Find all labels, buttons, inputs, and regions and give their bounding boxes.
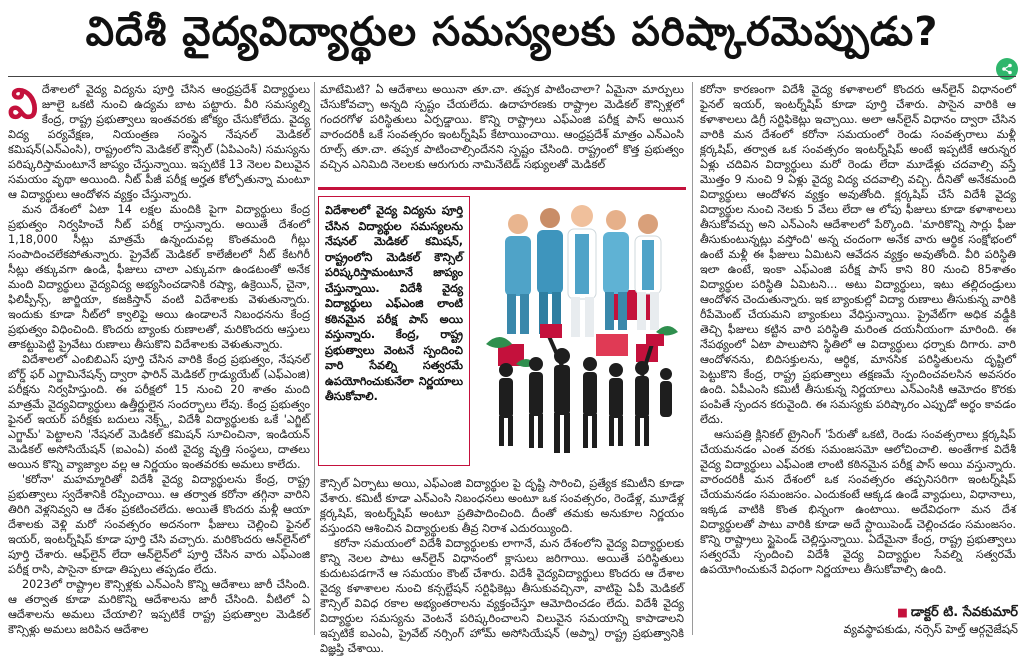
column-divider xyxy=(692,82,693,635)
col1-paragraph-text: దేశాలలో వైద్య విద్యను పూర్తి చేసిన ఆంధ్రప్రదేశ్ విద్యార్థులు జూలై ఒకటి నుంచి ఉద్యమ బాట పట్టారు. వీరి సమస్యల్ని కేంద్ర, రాష్ట్ర ప్రభుత్వాలు ఇంతవరకు జోక్యం చేసుకోలేదు. వైద్య విద్య పర్యవేక్షణ, నియంత్రణ సంస్థైన నేషనల్ మెడికల్ కమిషన్(ఎన్ఎంసి), రాష్ట్రంలోని మెడికల్ కౌన్సిల్ (ఏపిఎంసి) సమస్యను పరిష్కరిస్తామంటూనే జాప్యం చేస్తున్నాయి. ఇప్పటికే 13 నెలల విలువైన సమయం వృథా అయింది. నీట్ పీజీ పరీక్ష అర్హత కోల్పోతున్నా మంటూ ఆ విద్యార్థులు ఆందోళన వ్యక్తం చేస్తున్నారు. xyxy=(8,83,310,201)
doctors-protest-illustration xyxy=(476,194,686,470)
col2-paragraph: మాటేమిటి? ఏ ఆదేశాలు అయినా తూ.చా. తప్పక పాటించాలా? ఏమైనా మార్పులు చేసుకోవచ్చా అన్నది స్పష్టం చేయలేదు. ఉదాహరణకు రాష్ట్రాల మెడికల్ కౌన్సిళ్లలో గందరగోళ పరిస్థితులు ఏర్పడ్డాయి. కొన్ని రాష్ట్రాలు ఎఫ్ఎంజి పరీక్ష పాస్ అయిన వారందరికీ ఒకే సంవత్సరం ఇంటర్న్‌షిప్ కేటాయించాయి. ఆంధ్రప్రదేశ్ మాత్రం ఎన్ఎంసి రూల్స్ తూ.చా. తప్పక పాటించాల్సిందేనని స్పష్టం చేసింది. రాష్ట్రంలో కొత్త ప్రభుత్వం వచ్చిన ఎనిమిది నెలలకు ఆరుగురు నామినేటెడ్ సభ్యులతో మెడికల్ xyxy=(320,83,684,171)
col1-paragraph: 'కరోనా' మహమ్మారితో విదేశీ వైద్య విద్యార్థులను కేంద్ర, రాష్ట్ర ప్రభుత్వాలు స్వదేశానికి రప్పించాయి. ఆ తర్వాత కరోనా తగ్గినా వారిని తిరిగి వెళ్లనివ్వని ఆ దేశం ప్రకటించలేదు. అయితే కొందరు మళ్లీ ఆయా దేశాలకు వెళ్లి మరో సంవత్సరం అదనంగా ఫీజులు చెల్లించి ఫైనల్ ఇయర్, ఇంటర్న్‌షిప్ కూడా పూర్తి చేసి వచ్చారు. మరికొందరు ఆన్‌లైన్‌లో పూర్తి చేశారు. ఆఫ్‌లైన్ లేదా ఆన్‌లైన్‌లో పూర్తి చేసిన వారు ఎఫ్ఎంజి పరీక్ష రాసి, పాసైనా కూడా తిప్పలు తప్పడం లేదు. xyxy=(8,473,310,576)
signature-bullet: ■ xyxy=(896,605,908,619)
pull-quote-box xyxy=(318,187,686,473)
article-column-3 xyxy=(700,82,1016,599)
col1-paragraph: 2023లో రాష్ట్రాల కౌన్సిళ్లకు ఎన్ఎంసి కొన్ని ఆదేశాలు జారీ చేసింది. ఆ తర్వాత కూడా మరికొన్ని ఆదేశాలను జారీ చేసింది. వీటిలో ఏ ఆదేశాలను అమలు చేయాలి? ఇప్పటికే రాష్ట్ర ప్రభుత్వాల మెడికల్ కౌన్సిళ్లు అమలు జరిపిన ఆదేశాల xyxy=(8,578,310,636)
share-glyph xyxy=(1001,63,1013,75)
drop-cap: వి xyxy=(8,79,38,128)
col1-paragraph: మన దేశంలో ఏటా 14 లక్షల మందికి పైగా విద్యార్థులు కేంద్ర ప్రభుత్వం నిర్వహించే నీట్ పరీక్ష రాస్తున్నారు. అయితే దేశంలో 1,18,000 సీట్లు మాత్రమే ఉన్నందువల్ల కొంతమంది గీట్లు సంపాదించలేకపోతున్నారు. ప్రైవేట్ మెడికల్ కాలేజీలలో నీట్ కేటగిరీ సీట్లు తక్కువగా ఉండి, ఫీజులు చాలా ఎక్కువగా ఉండటంతో అనేక మంది విద్యార్థులు వైద్యవిద్య అభ్యసించడానికి రష్యా, ఉక్రెయిన్, చైనా, ఫిలిప్పీన్స్, జార్జియా, కజకిస్తాన్ వంటి విదేశాలకు వెళుతున్నారు. ఇందుకు కూడా నీట్‌లో క్వాలిఫై అయి ఉండాలనే నిబంధనను కేంద్ర ప్రభుత్వం విధించింది. కొందరు బ్యాంకు రుణాలతో, మరికొందరు ఆస్తులు తాకట్టుపెట్టి ప్రైవేటు రుణాలు తీసుకొని విదేశాలకు వెళుతున్నారు. xyxy=(8,203,310,351)
col1-paragraph: విదేశాలలో ఎంబిబిఎస్ పూర్తి చేసిన వారికి కేంద్ర ప్రభుత్వం, నేషనల్ బోర్డ్ ఫర్ ఎగ్జామినేషన్స్ ద్వారా ఫారిన్ మెడికల్ గ్రాడ్యుయేట్ (ఎఫ్ఎంజి) పరీక్షను నిర్వహిస్తుంది. ఈ పరీక్షలో 15 నుంచి 20 శాతం మంది మాత్రమే వైద్యవిద్యార్థులు ఉత్తీర్ణులైన సందర్భాలు లేవు. కేంద్ర ప్రభుత్వం ఫైనల్ ఇయర్ పరీక్షకు బదులు నెక్స్ట్, విదేశీ విద్యార్థులకు ఒకే 'ఎగ్జిట్ ఎగ్జామ్' పెట్టాలని 'నేషనల్ మెడికల్ కమిషన్ సూచించినా, ఇండియన్ మెడికల్ అసోసియేషన్ (ఐఎంఏ) వంటి వైద్య వృత్తి సంస్థలు, దాతలు అయిన కొన్ని వ్యాజ్యాల వల్ల ఆ నిర్ణయం ఇంతవరకు అమలు కాలేదు. xyxy=(8,353,310,471)
col2-paragraph: కౌన్సిల్ ఏర్పాటు అయి, ఎఫ్ఎంజి విద్యార్థుల పై దృష్టి సారించి, ప్రత్యేక కమిటీని కూడా వేశారు. కమిటీ కూడా ఎన్ఎంసి నిబంధనలు అంటూ ఒక సంవత్సరం, రెండేళ్ల, మూడేళ్ల క్లర్కషిప్, ఇంటర్న్‌షిప్ అంటూ ప్రతిపాదించింది. దీంతో తమకు అనుకూల నిర్ణయం వస్తుందని ఆశించిన విద్యార్థులకు తీవ్ర నిరాశ ఎదురయ్యింది. xyxy=(320,477,684,535)
column-divider xyxy=(314,82,315,635)
author-name: డాక్టర్ టి. సేవకుమార్ xyxy=(910,605,1018,620)
article-column-2-top xyxy=(320,82,684,182)
pull-quote-text: విదేశాలలో వైద్య విద్యను పూర్తి చేసిన విద్యార్థుల సమస్యలను నేషనల్ మెడికల్ కమిషన్, రాష్ట్రంలోని మెడికల్ కౌన్సిల్ పరిష్కరిస్తామంటూనే జాప్యం చేస్తున్నాయి. విదేశీ వైద్య విద్యార్థులు ఎఫ్ఎంజి లాంటి కఠినమైన పరీక్ష పాస్ అయి వస్తున్నారు. కేంద్ర, రాష్ట్ర ప్రభుత్వాలు వెంటనే స్పందించి వారి సేవల్ని సత్వరమే ఉపయోగించుకునేలా నిర్ణయాలు తీసుకోవాలి. xyxy=(318,196,470,466)
illustration-svg xyxy=(476,194,686,470)
author-designation: వ్యవస్థాపకుడు, నర్సెస్ హెల్త్ ఆర్గనైజేషన్ xyxy=(843,622,1018,636)
headline-rule xyxy=(8,76,1016,77)
article-column-2-bottom xyxy=(320,476,684,655)
col1-paragraph xyxy=(8,79,310,202)
author-signature xyxy=(706,604,1018,637)
col3-paragraph: ఆసుపత్రి క్లినికల్ ట్రైనింగ్ 'పేరుతో ఒకటి, రెండు సంవత్సరాలు క్లర్కషిప్ చేయమనడం ఎంత వరకు సమంజసమో ఆలోచించాలి. అంతేగాక విదేశీ వైద్య విద్యార్థులు ఎఫ్ఎంజి లాంటి కఠినమైన పరీక్ష పాస్ అయి వస్తున్నారు. వారందరికీ మన దేశంలో ఒక సంవత్సరం తప్పనిసరిగా ఇంటర్న్‌షిప్ చేయమనడం సమంజసం. ఎందుకంటే ఆక్కడ ఉండే వ్యాధులు, విధానాలు, ఇక్కడ వాటికి కొంత భిన్నంగా ఉంటాయి. అదేవిధంగా మన దేశ విద్యార్థులతో పాటు వారికి కూడా అదే స్టాయిపెండ్ చెల్లించడం సమంజసం. కొన్ని రాష్ట్రాలు స్టైపెండ్ చెల్లిస్తున్నాయి. ఏదేమైనా కేంద్ర, రాష్ట్ర ప్రభుత్వాలు సత్వరమే స్పందించి విదేశీ వైద్య విద్యార్థుల సేవల్ని సత్వరమే ఉపయోగించుకునే విధంగా నిర్ణయాలు తీసుకోవాల్సి ఉంది. xyxy=(700,428,1016,576)
col2-paragraph: కరోనా సమయంలో విదేశీ విద్యార్థులకు లాగానే, మన దేశంలోని వైద్య విద్యార్థులకు కొన్ని నెలల పాటు ఆన్‌లైన్ విధానంలో క్లాసులు జరిగాయి. అయితే పరిస్థితులు కుదుటపడగానే ఆ సమయం కౌంట్ చేశారు. విదేశీ వైద్యవిద్యార్థులు కొందరు ఆ దేశాల వైద్య కళాశాలల నుంచి కన్సల్టేషన్ సర్టిఫికెట్లు తీసుకువచ్చినా, వాటిపై ఏపీ మెడికల్ కౌన్సిల్ వివిధ రకాల అభ్యంతరాలను వ్యక్తంచేస్తూ ఆమోదించడం లేదు. విదేశీ వైద్య విద్యార్థుల సమస్యను వెంటనే పరిష్కరించాలని విలువైన సమయాన్ని కాపాడాలని ఇప్పటికే ఐఎంఏ, ప్రైవేట్ నర్సింగ్ హోమ్ అసోసియేషన్ (అప్నా) రాష్ట్ర ప్రభుత్వానికి విజ్ఞప్తి చేశాయి. xyxy=(320,537,684,655)
author-name-line xyxy=(706,604,1018,621)
article-column-1 xyxy=(8,79,310,637)
headline: విదేశీ వైద్యవిద్యార్థుల సమస్యలకు పరిష్కారమెప్పుడు? xyxy=(85,9,939,55)
col3-paragraph: కరోనా కారణంగా విదేశీ వైద్య కళాశాలలో కొందరు ఆన్‌లైన్ విధానంలో ఫైనల్ ఇయర్, ఇంటర్న్‌షిప్ కూడా పూర్తి చేశారు. పాసైన వారికి ఆ కళాశాలలు డిగ్రీ సర్టిఫికెట్లు ఇచ్చాయి. అలా ఆన్‌లైన్ విధానం ద్వారా చేసిన వారికి మన దేశంలో కరోనా సమయంలో రెండు సంవత్సరాలు మళ్లీ క్లర్కషిప్, తర్వాత ఒక సంవత్సరం ఇంటర్న్‌షిప్ అంటే ఇప్పటికే ఆరున్నర ఏళ్లు చదివిన విద్యార్థులు మరో రెండు లేదా మూడేళ్లు చదవాల్సి వస్తే మొత్తం 9 నుంచి 9 ఏళ్లు వైద్య విద్య చదవాల్సి వచ్చి. దీనితో అనేకమంది విద్యార్థులు ఆందోళన వ్యక్తం అవుతోంది. క్లర్కషిప్ చేసే విదేశీ వైద్య విద్యార్థుల నుంచి నెలకు 5 వేలు లేదా ఆ లోపు ఫీజులు కూడా కళాశాలలు తీసుకోవచ్చు అని ఎన్ఎంసి ఆదేశాలలో పేర్కొంది. 'మారికొన్ని సార్లు ఫీజు తీసుకుంటున్నట్లు వస్తోంది' అన్న చందంగా అనేక వారు ఆర్థిక సంక్షోభంలో ఉంటే మళ్లీ ఈ ఫీజులు ఏమిటని ఆవేదన వ్యక్తం అవుతోంది. వీరి పరిస్థితి ఇలా ఉంటే, ఇంకా ఎఫ్ఎంజి పరీక్ష పాస్ కాని 80 నుంచి 85శాతం విద్యార్థుల పరిస్థితి ఏమిటని... అటు విద్యార్థులు, ఇటు తల్లిదండ్రులు ఆందోళన చెందుతున్నారు. ఇక బ్యాంకుల్లో విద్యా రుణాలు తీసుకున్న వారికి రీపేమెంట్ చేయమని బ్యాంకులు వేధిస్తున్నాయి. ప్రైవేట్‌గా అధిక వడ్డీకి తెచ్చి ఫీజులు కట్టిన వారి పరిస్థితి మరింత దయనీయంగా మారింది. ఈ నేపథ్యంలో ఏటా పాలుపోని స్థితిలో ఆ విద్యార్థులు ధర్నాకు దిగారు. వారి ఆందోళనను, బిదిసక్తులను, ఆర్థిక, మానసిక పరిస్థితులను దృష్టిలో పెట్టుకొని కేంద్ర, రాష్ట్ర ప్రభుత్వాలు తక్షణమే స్పందించవలసిన అవసరం ఉంది. ఏపీఎంసి కమిటీ తీసుకున్న నిర్ణయాలు ఎన్ఎంసికి ఆమోదం కొరకు పంపితే స్పందన కరువైంది. ఈ సమస్యకు పరిష్కారం ఎప్పుడో అర్థం కావడం లేదు. xyxy=(700,83,1016,426)
